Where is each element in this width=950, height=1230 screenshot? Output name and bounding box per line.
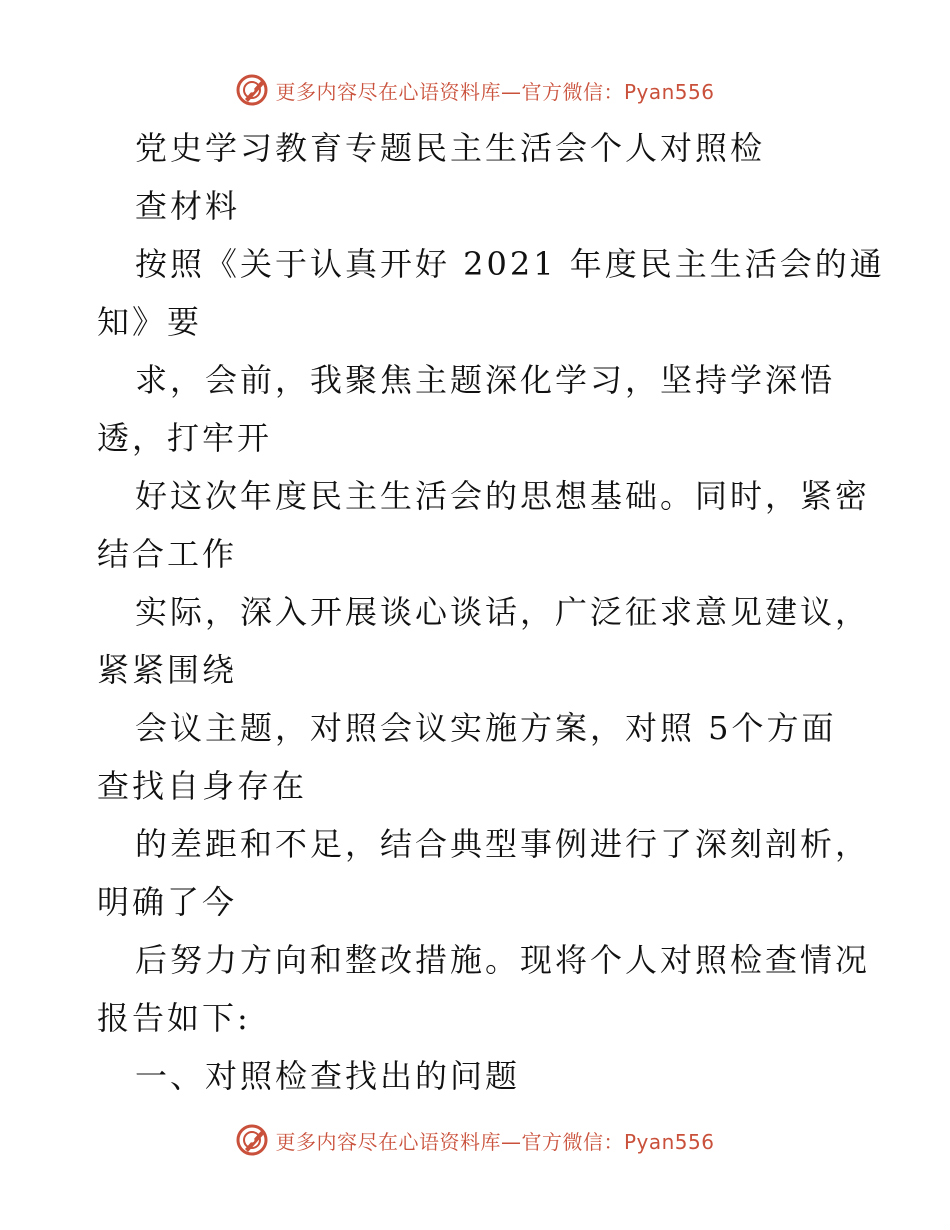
paragraph-line: 明确了今	[97, 883, 238, 921]
section-heading: 一、对照检查找出的问题	[135, 1057, 521, 1095]
paragraph-line: 报告如下:	[97, 999, 251, 1037]
watermark-text: 更多内容尽在心语资料库—官方微信：Pyan556	[275, 79, 715, 104]
paragraph-line: 紧紧围绕	[97, 651, 238, 689]
paragraph-line: 透，打牢开	[97, 419, 273, 457]
paragraph-line: 好这次年度民主生活会的思想基础。同时，紧密	[135, 477, 871, 515]
paragraph-line: 按照《关于认真开好 2021 年度民主生活会的通	[135, 245, 885, 283]
paragraph-line: 后努力方向和整改措施。现将个人对照检查情况	[135, 941, 871, 979]
document-title-line-2: 查材料	[135, 187, 241, 225]
document-title-line-1: 党史学习教育专题民主生活会个人对照检	[135, 129, 766, 167]
paragraph-line: 会议主题，对照会议实施方案，对照 5个方面	[135, 709, 837, 747]
pen-circle-logo-icon	[235, 1123, 269, 1157]
paragraph-line: 结合工作	[97, 535, 238, 573]
paragraph-line: 实际，深入开展谈心谈话，广泛征求意见建议，	[135, 593, 871, 631]
paragraph-line: 求，会前，我聚焦主题深化学习，坚持学深悟	[135, 361, 836, 399]
pen-circle-logo-icon	[235, 73, 269, 107]
watermark-text: 更多内容尽在心语资料库—官方微信：Pyan556	[275, 1129, 715, 1154]
paragraph-line: 知》要	[97, 303, 203, 341]
paragraph-line: 的差距和不足，结合典型事例进行了深刻剖析，	[135, 825, 871, 863]
watermark-footer	[0, 1120, 950, 1160]
paragraph-line: 查找自身存在	[97, 767, 308, 805]
watermark-header	[0, 70, 950, 110]
